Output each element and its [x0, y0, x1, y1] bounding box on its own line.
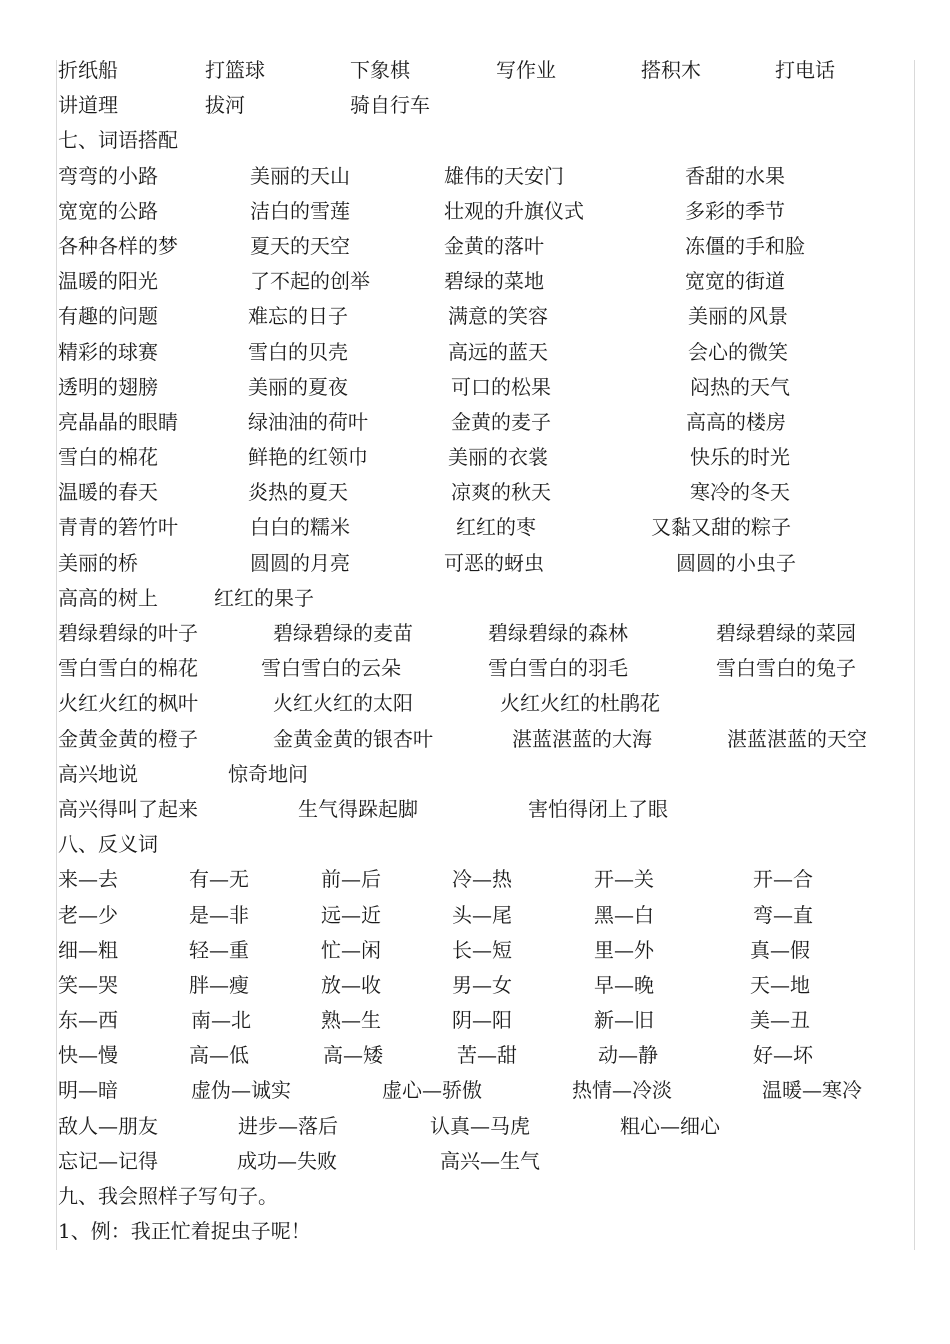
text-item: 雪白雪白的兔子: [716, 656, 856, 681]
text-item: 写作业: [496, 58, 556, 82]
text-item: 有—无: [189, 867, 249, 892]
text-line: [0, 792, 950, 827]
text-line: [0, 123, 950, 158]
text-line: [0, 1038, 950, 1073]
text-item: 敌人—朋友: [58, 1113, 158, 1138]
text-line: [0, 88, 950, 123]
text-item: 虚伪—诚实: [191, 1078, 291, 1103]
text-item: 红红的枣: [456, 515, 536, 540]
text-item: 忙—闲: [321, 937, 381, 962]
text-line: [0, 1179, 950, 1214]
text-item: 明—暗: [58, 1078, 118, 1103]
text-item: 生气得跺起脚: [298, 796, 418, 821]
text-item: 进步—落后: [238, 1113, 338, 1138]
text-item: 碧绿碧绿的菜园: [716, 621, 856, 645]
text-item: 圆圆的小虫子: [676, 550, 796, 575]
text-line: [0, 1214, 950, 1249]
text-item: 精彩的球赛: [58, 339, 158, 364]
text-item: 温暖的阳光: [58, 269, 158, 294]
text-item: 红红的果子: [214, 585, 314, 610]
text-item: 男—女: [452, 972, 512, 997]
text-line: [0, 1109, 950, 1144]
text-item: 美丽的夏夜: [248, 374, 348, 399]
text-item: 雄伟的天安门: [444, 163, 564, 188]
text-item: 雪白雪白的棉花: [58, 656, 198, 681]
text-item: 笑—哭: [58, 972, 118, 997]
text-item: 满意的笑容: [448, 304, 548, 329]
text-line: [0, 510, 950, 545]
text-item: 轻—重: [189, 937, 249, 962]
text-item: 亮晶晶的眼睛: [58, 409, 178, 434]
text-item: 温暖的春天: [58, 480, 158, 505]
text-item: 夏天的天空: [250, 233, 350, 258]
text-line: [0, 933, 950, 968]
text-line: [0, 651, 950, 686]
text-item: 高—矮: [323, 1043, 383, 1068]
text-item: 熟—生: [321, 1008, 381, 1033]
text-item: 讲道理: [58, 93, 118, 118]
text-item: 骑自行车: [350, 93, 430, 118]
text-item: 美—丑: [750, 1008, 810, 1033]
text-item: 快乐的时光: [690, 445, 790, 470]
text-item: 拔河: [205, 93, 245, 118]
text-item: 香甜的水果: [685, 163, 785, 188]
text-item: 圆圆的月亮: [250, 550, 350, 575]
text-item: 雪白雪白的云朵: [261, 656, 401, 681]
text-item: 青青的箬竹叶: [58, 515, 178, 540]
text-item: 弯弯的小路: [58, 163, 158, 188]
text-item: 有趣的问题: [58, 304, 158, 329]
text-line: [0, 440, 950, 475]
text-item: 南—北: [191, 1008, 251, 1033]
text-item: 惊奇地问: [228, 761, 308, 786]
text-item: 细—粗: [58, 937, 118, 962]
text-item: 火红火红的太阳: [273, 691, 413, 716]
text-line: [0, 1003, 950, 1038]
text-item: 火红火红的杜鹃花: [500, 691, 660, 716]
text-item: 碧绿的菜地: [444, 269, 544, 294]
text-item: 动—静: [598, 1043, 658, 1068]
text-item: 美丽的桥: [58, 550, 138, 575]
text-item: 长—短: [452, 937, 512, 962]
text-item: 粗心—细心: [620, 1113, 720, 1138]
text-line: [0, 299, 950, 334]
text-item: 雪白的棉花: [58, 445, 158, 470]
text-item: 里—外: [594, 937, 654, 962]
text-item: 快—慢: [58, 1043, 118, 1068]
text-item: 高高的树上: [58, 585, 158, 610]
text-item: 热情—冷淡: [572, 1078, 672, 1103]
text-item: 老—少: [58, 902, 118, 927]
text-item: 宽宽的公路: [58, 198, 158, 223]
text-item: 雪白雪白的羽毛: [488, 656, 628, 681]
text-line: [0, 159, 950, 194]
text-item: 闷热的天气: [690, 374, 790, 399]
text-item: 阴—阳: [452, 1008, 512, 1033]
text-item: 好—坏: [753, 1043, 813, 1068]
text-line: [0, 475, 950, 510]
text-line: [0, 581, 950, 616]
section-heading: 1、例：我正忙着捉虫子呢！: [58, 1219, 311, 1244]
text-line: [0, 1073, 950, 1108]
text-line: [0, 405, 950, 440]
text-item: 金黄金黄的银杏叶: [273, 726, 433, 751]
text-item: 湛蓝湛蓝的天空: [727, 726, 867, 751]
text-item: 认真—马虎: [430, 1113, 530, 1138]
text-item: 金黄的落叶: [444, 233, 544, 258]
text-item: 头—尾: [452, 902, 512, 927]
text-item: 金黄的麦子: [451, 409, 551, 434]
text-item: 是—非: [189, 902, 249, 927]
text-item: 美丽的天山: [250, 163, 350, 188]
section-heading: 七、词语搭配: [58, 128, 178, 153]
text-item: 炎热的夏天: [248, 480, 348, 505]
text-item: 高远的蓝天: [448, 339, 548, 364]
text-item: 早—晚: [594, 972, 654, 997]
text-line: [0, 194, 950, 229]
text-item: 打电话: [775, 58, 835, 82]
text-line: [0, 264, 950, 299]
text-item: 打篮球: [205, 58, 265, 82]
text-item: 美丽的衣裳: [448, 445, 548, 470]
text-item: 白白的糯米: [250, 515, 350, 540]
text-line: [0, 546, 950, 581]
text-item: 碧绿碧绿的叶子: [58, 621, 198, 645]
text-item: 凉爽的秋天: [451, 480, 551, 505]
text-item: 忘记—记得: [58, 1148, 158, 1173]
text-line: [0, 1144, 950, 1179]
text-item: 会心的微笑: [688, 339, 788, 364]
text-item: 碧绿碧绿的麦苗: [273, 621, 413, 645]
text-line: [0, 862, 950, 897]
text-line: [0, 827, 950, 862]
text-item: 来—去: [58, 867, 118, 892]
text-item: 寒冷的冬天: [690, 480, 790, 505]
text-item: 天—地: [750, 972, 810, 997]
text-item: 各种各样的梦: [58, 233, 178, 258]
text-item: 折纸船: [58, 58, 118, 82]
text-item: 搭积木: [641, 58, 701, 82]
section-heading: 八、反义词: [58, 832, 158, 857]
text-line: [0, 229, 950, 264]
text-item: 温暖—寒冷: [762, 1078, 862, 1103]
text-line: [0, 616, 950, 651]
text-item: 了不起的创举: [250, 269, 370, 294]
text-item: 冻僵的手和脸: [685, 233, 805, 258]
text-item: 害怕得闭上了眼: [528, 796, 668, 821]
text-item: 可恶的蚜虫: [444, 550, 544, 575]
text-item: 开—关: [594, 867, 654, 892]
text-line: [0, 968, 950, 1003]
text-line: [0, 53, 950, 88]
text-item: 高兴—生气: [440, 1148, 540, 1173]
text-item: 难忘的日子: [248, 304, 348, 329]
text-item: 绿油油的荷叶: [248, 409, 368, 434]
text-line: [0, 722, 950, 757]
text-item: 洁白的雪莲: [250, 198, 350, 223]
text-item: 壮观的升旗仪式: [444, 198, 584, 223]
text-item: 又黏又甜的粽子: [651, 515, 791, 540]
text-item: 湛蓝湛蓝的大海: [512, 726, 652, 751]
text-item: 苦—甜: [457, 1043, 517, 1068]
text-item: 前—后: [321, 867, 381, 892]
text-item: 雪白的贝壳: [248, 339, 348, 364]
text-item: 弯—直: [753, 902, 813, 927]
text-line: [0, 686, 950, 721]
text-item: 虚心—骄傲: [382, 1078, 482, 1103]
text-item: 放—收: [321, 972, 381, 997]
text-line: [0, 898, 950, 933]
text-item: 胖—瘦: [189, 972, 249, 997]
text-item: 透明的翅膀: [58, 374, 158, 399]
text-line: [0, 757, 950, 792]
text-item: 高兴得叫了起来: [58, 796, 198, 821]
text-item: 火红火红的枫叶: [58, 691, 198, 716]
text-item: 高—低: [189, 1043, 249, 1068]
text-item: 远—近: [321, 902, 381, 927]
text-item: 开—合: [753, 867, 813, 892]
text-item: 真—假: [750, 937, 810, 962]
text-item: 黑—白: [594, 902, 654, 927]
text-item: 高兴地说: [58, 761, 138, 786]
text-item: 新—旧: [594, 1008, 654, 1033]
text-item: 碧绿碧绿的森林: [488, 621, 628, 645]
text-item: 下象棋: [350, 58, 410, 82]
section-heading: 九、我会照样子写句子。: [58, 1184, 278, 1208]
text-item: 冷—热: [452, 867, 512, 892]
text-item: 鲜艳的红领巾: [248, 445, 368, 470]
text-item: 可口的松果: [451, 374, 551, 399]
text-item: 东—西: [58, 1008, 118, 1033]
text-line: [0, 370, 950, 405]
text-item: 金黄金黄的橙子: [58, 726, 198, 751]
text-item: 高高的楼房: [686, 409, 786, 434]
text-item: 多彩的季节: [685, 198, 785, 223]
text-item: 宽宽的街道: [685, 269, 785, 294]
text-item: 美丽的风景: [688, 304, 788, 329]
text-line: [0, 335, 950, 370]
document-body: [0, 53, 950, 1249]
text-item: 成功—失败: [237, 1148, 337, 1173]
